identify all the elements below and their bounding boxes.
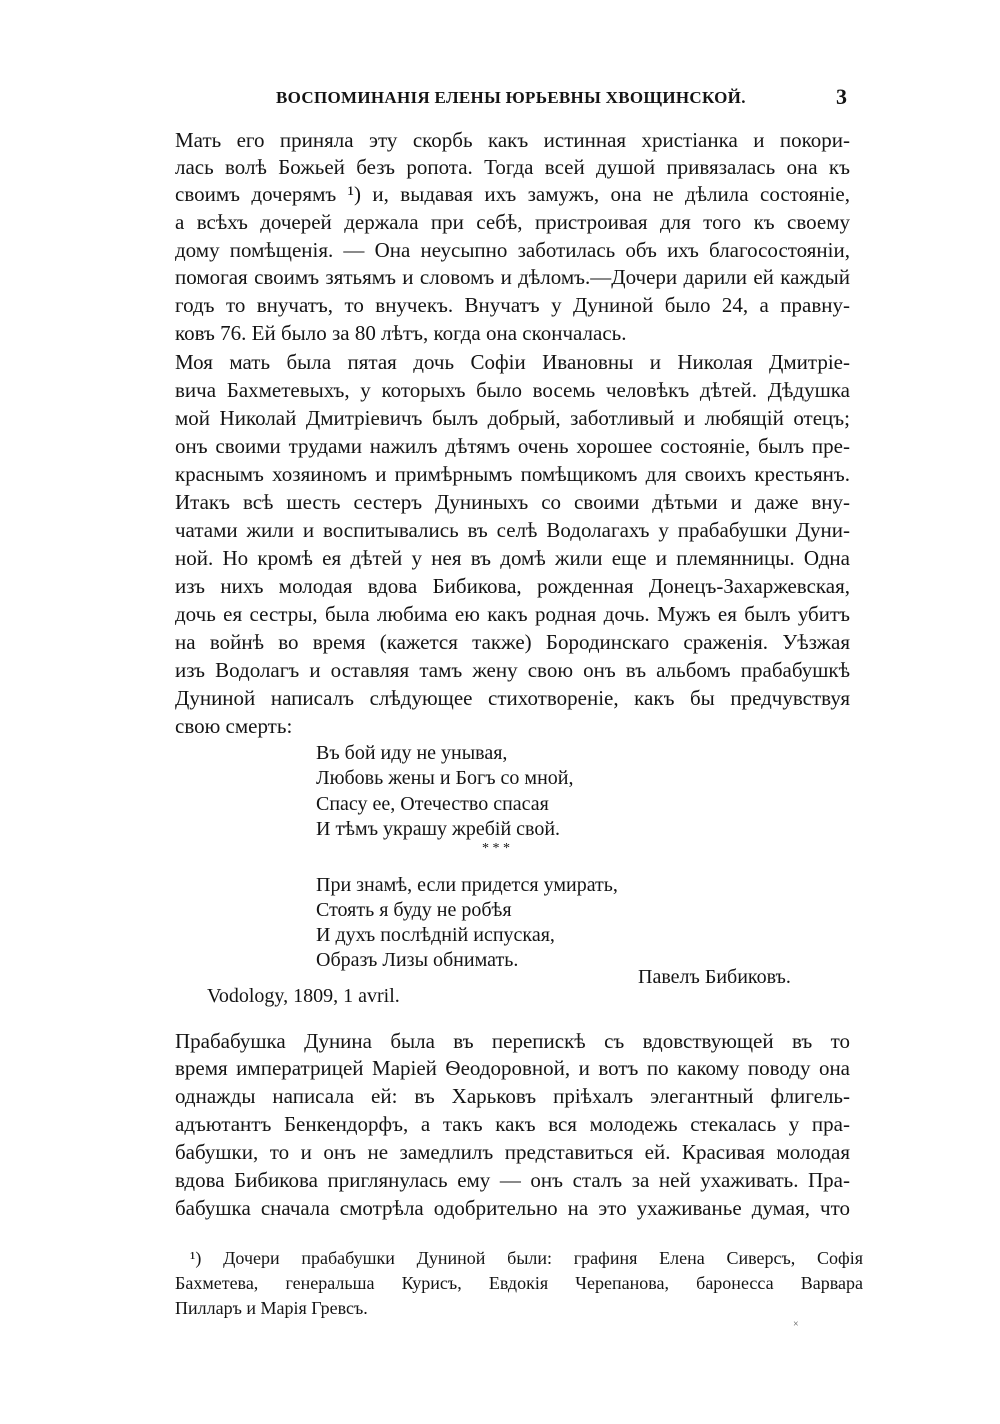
text-line: на войнѣ во время (кажется также) Бородинскаго сраженія. Уѣзжая [175,630,850,654]
text-line: вича Бахметевыхъ, у которыхъ было восемь человѣкъ дѣтей. Дѣдушка [175,378,850,402]
poem-line: И духъ послѣдній испуская, [316,924,555,946]
text-line: однажды написала ей: въ Харьковъ пріѣхалъ элегантный флигель- [175,1084,850,1108]
poem-line: И тѣмъ украшу жребій свой. [316,818,561,840]
text-line: Итакъ всѣ шесть сестеръ Дуниныхъ со своими дѣтьми и даже вну- [175,490,850,514]
text-line: краснымъ хозяиномъ и примѣрнымъ помѣщикомъ для своихъ крестьянъ. [175,462,850,486]
stanza-separator: * * * [482,841,510,856]
text-line: изъ нихъ молодая вдова Бибикова, рожденная Донецъ-Захаржевская, [175,574,850,598]
text-line: дому помѣщенія. — Она неусыпно заботилась объ ихъ благосостояніи, [175,238,850,262]
text-line: Прабабушка Дунина была въ перепискѣ съ вдовствующей въ то [175,1029,850,1053]
text-line: лась волѣ Божьей безъ ропота. Тогда всей душой привязалась она къ [175,155,850,179]
print-speck: × [793,1319,799,1330]
text-line: Дуниной написалъ слѣдующее стихотвореніе, какъ бы предчувствуя [175,686,850,710]
text-line: адъютантъ Бенкендорфъ, а такъ какъ вся молодежь стекалась у пра- [175,1112,850,1136]
poem-line: Образъ Лизы обнимать. [316,949,519,971]
text-line: ковъ 76. Ей было за 80 лѣтъ, когда она скончалась. [175,321,627,345]
text-line: онъ своими трудами нажилъ дѣтямъ очень хорошее состояніе, былъ пре- [175,434,850,458]
text-line: а всѣхъ дочерей держала при себѣ, пристроивая для того къ своему [175,210,850,234]
page-number: 3 [836,84,847,109]
poem-dateline: Vodology, 1809, 1 avril. [207,985,400,1007]
footnote-line: Бахметева, генеральша Курисъ, Евдокія Черепанова, баронесса Варвара [175,1273,863,1293]
text-line: ной. Но кромѣ ея дѣтей у нея въ домѣ жили еще и племянницы. Одна [175,546,850,570]
poem-line: Стоять я буду не робѣя [316,899,512,921]
footnote-line: ¹) Дочери прабабушки Дуниной были: графиня Елена Сиверсъ, Софія [190,1248,863,1268]
text-line: мой Николай Дмитріевичъ былъ добрый, заботливый и любящій отецъ; [175,406,850,430]
running-header: ВОСПОМИНАНІЯ ЕЛЕНЫ ЮРЬЕВНЫ ХВОЩИНСКОЙ. [276,88,746,107]
poem-signature: Павелъ Бибиковъ. [638,966,791,988]
text-line: Моя мать была пятая дочь Софіи Ивановны и Николая Дмитріе- [175,350,850,374]
text-line: чатами жили и воспитывались въ селѣ Водолагахъ у прабабушки Дуни- [175,518,850,542]
text-line: дочь ея сестры, была любима ею какъ родная дочь. Мужъ ея былъ убитъ [175,602,850,626]
text-line: свою смерть: [175,714,293,738]
poem-line: Въ бой иду не унывая, [316,742,508,764]
text-line: вдова Бибикова приглянулась ему — онъ сталъ за ней ухаживать. Пра- [175,1168,850,1192]
text-line: своимъ дочерямъ ¹) и, выдавая ихъ замужъ, она не дѣлила состояніе, [175,182,850,206]
footnote-line: Пилларъ и Марія Гревсъ. [175,1298,368,1318]
text-line: помогая своимъ зятьямъ и словомъ и дѣломъ.—Дочери дарили ей каждый [175,265,850,289]
text-line: годъ то внучатъ, то внучекъ. Внучатъ у Дуниной было 24, а правну- [175,293,850,317]
poem-line: Любовь жены и Богъ со мной, [316,767,574,789]
poem-line: Спасу ее, Отечество спасая [316,793,549,815]
text-line: бабушка сначала смотрѣла одобрительно на это ухаживанье думая, что [175,1196,850,1220]
text-line: бабушки, то и онъ не замедлилъ представиться ей. Красивая молодая [175,1140,850,1164]
poem-line: При знамѣ, если придется умирать, [316,874,618,896]
text-line: Мать его приняла эту скорбь какъ истинная христіанка и покори- [175,128,850,152]
text-line: изъ Водолагъ и оставляя тамъ жену свою онъ въ альбомъ прабабушкѣ [175,658,850,682]
text-line: время императрицей Маріей Ѳеодоровной, и вотъ по какому поводу она [175,1056,850,1080]
